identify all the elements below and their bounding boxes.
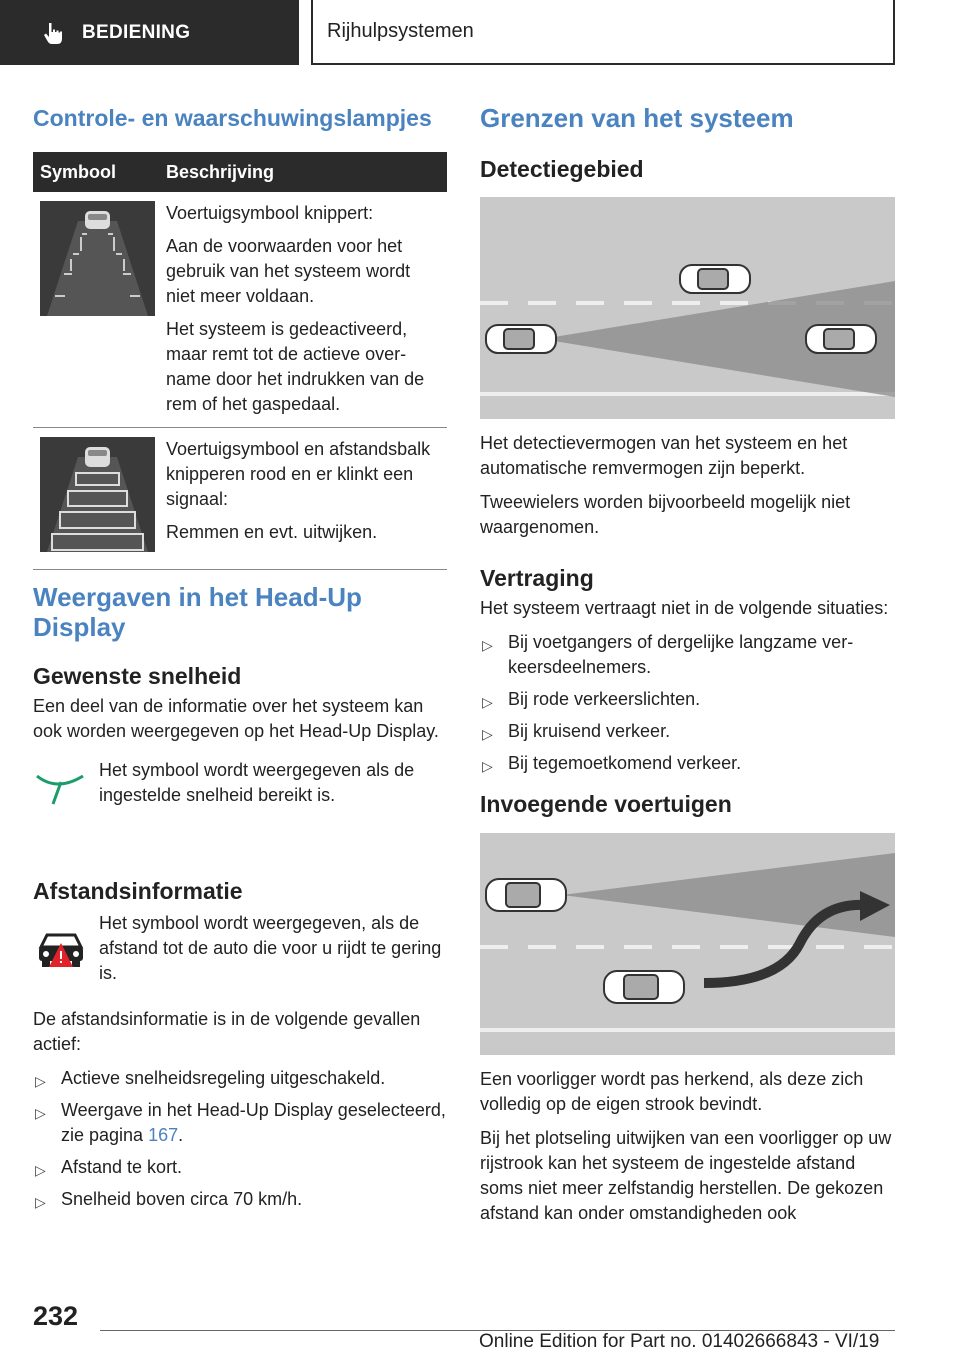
distance-icon-text: Het symbool wordt weergegeven, als de afstand tot de auto die voor u rijdt te gering is. bbox=[99, 913, 442, 983]
list-item: ▷ Bij kruisend verkeer. bbox=[480, 719, 895, 744]
distance-section bbox=[33, 877, 447, 1219]
detection-area-illustration bbox=[480, 197, 895, 419]
car-merging bbox=[604, 971, 684, 1003]
list-item: ▷ Actieve snelheidsregeling uitgeschakeld. bbox=[33, 1066, 447, 1091]
triangle-bullet-icon: ▷ bbox=[482, 758, 493, 774]
triangle-bullet-icon: ▷ bbox=[35, 1162, 46, 1178]
col-description-header: Beschrijving bbox=[159, 152, 447, 192]
row1-text-2: Aan de voorwaarden voor het gebruik van het systeem wordt niet meer voldaan. bbox=[166, 236, 411, 306]
detect-text-1: Het detectievermogen van het systeem en het automatische remvermogen zijn beperkt. bbox=[480, 433, 848, 478]
row2-text-2: Remmen en evt. uitwijken. bbox=[166, 522, 378, 542]
col-symbol-header: Symbool bbox=[33, 152, 159, 192]
header-chapter-tab bbox=[311, 0, 895, 65]
limits-heading: Grenzen van het systeem bbox=[480, 103, 794, 133]
detect-heading: Detectiegebied bbox=[480, 156, 644, 182]
left-column bbox=[33, 103, 447, 570]
vehicle-distance-bar-image bbox=[40, 437, 155, 552]
page-number: 232 bbox=[33, 1301, 79, 1331]
header-section-label: BEDIENING bbox=[82, 21, 191, 43]
triangle-bullet-icon: ▷ bbox=[482, 637, 493, 653]
vehicle-symbol-image bbox=[40, 201, 155, 316]
hand-pointer-icon bbox=[40, 20, 66, 46]
header-section-tab bbox=[0, 0, 299, 65]
speed-icon-row bbox=[33, 758, 447, 818]
speed-text: Een deel van de informatie over het systeem kan ook worden weergegeven op het Head-Up Display. bbox=[33, 696, 439, 741]
merge-text-1: Een voorligger wordt pas herkend, als deze zich volledig op de eigen strook bevindt. bbox=[480, 1069, 864, 1114]
row1-text-3: Het systeem is gedeactiveerd, maar remt tot de actieve overname door het indrukken van de rem of het gaspedaal. bbox=[166, 319, 425, 414]
merge-heading: Invoegende voertuigen bbox=[480, 791, 732, 817]
detect-text-2: Tweewielers worden bijvoorbeeld mogelijk niet waargenomen. bbox=[480, 492, 851, 537]
list-item: ▷ Bij voetgangers of dergelijke langzame verkeersdeelnemers. bbox=[482, 632, 854, 677]
decel-text: Het systeem vertraagt niet in de volgende situaties: bbox=[480, 598, 889, 618]
right-column bbox=[480, 103, 895, 1226]
decel-heading: Vertraging bbox=[480, 565, 594, 591]
lamps-table bbox=[33, 152, 447, 570]
speed-arc-icon bbox=[33, 758, 89, 818]
triangle-bullet-icon: ▷ bbox=[482, 694, 493, 710]
page-link[interactable]: 167 bbox=[148, 1125, 179, 1145]
car-own bbox=[486, 325, 556, 353]
header-chapter-label: Rijhulpsystemen bbox=[327, 20, 474, 42]
merging-vehicle-illustration bbox=[480, 833, 895, 1055]
row2-text-1: Voertuigsymbool en afstandsbalk knipperen rood en er klinkt een signaal: bbox=[166, 439, 431, 509]
list-item: ▷ Afstand te kort. bbox=[33, 1155, 447, 1180]
distance-warning-car-icon bbox=[33, 921, 89, 977]
triangle-bullet-icon: ▷ bbox=[482, 726, 493, 742]
table-row bbox=[33, 428, 447, 570]
row1-text-1: Voertuigsymbool knippert: bbox=[166, 203, 374, 223]
hud-heading: Weergaven in het Head-Up Display bbox=[33, 582, 362, 642]
table-row bbox=[33, 192, 447, 428]
hud-section bbox=[33, 582, 447, 818]
list-item: ▷ Bij tegemoetkomend verkeer. bbox=[480, 751, 895, 776]
car-own bbox=[486, 879, 566, 911]
distance-bullet-list bbox=[33, 1066, 447, 1212]
decel-bullet-list bbox=[480, 630, 895, 776]
list-item: ▷ Weergave in het Head-Up Display geselecteerd, zie pagina 167. bbox=[35, 1100, 446, 1145]
distance-heading: Afstandsinformatie bbox=[33, 878, 243, 904]
distance-text: De afstandsinformatie is in de volgende gevallen actief: bbox=[33, 1009, 421, 1054]
triangle-bullet-icon: ▷ bbox=[35, 1194, 46, 1210]
merge-text-2: Bij het plotseling uitwijken van een voorligger op uw rijstrook kan het systeem de ingestelde afstand soms niet meer zelfstandig herstellen. De gekozen afstand kan onder omstandigheden ook bbox=[480, 1128, 892, 1223]
speed-icon-text: Het symbool wordt weergegeven als de ingestelde snelheid bereikt is. bbox=[99, 760, 415, 805]
distance-icon-row bbox=[33, 911, 447, 986]
list-item: ▷ Bij rode verkeerslichten. bbox=[480, 687, 895, 712]
speed-heading: Gewenste snelheid bbox=[33, 663, 242, 689]
triangle-bullet-icon: ▷ bbox=[35, 1073, 46, 1089]
car-ahead-right bbox=[806, 325, 876, 353]
car-ahead-top bbox=[680, 265, 750, 293]
lamps-heading: Controle- en waarschuwingslampjes bbox=[33, 105, 432, 131]
edition-text: Online Edition for Part no. 01402666843 - VI/19 bbox=[479, 1331, 880, 1352]
triangle-bullet-icon: ▷ bbox=[35, 1105, 46, 1121]
list-item: ▷ Snelheid boven circa 70 km/h. bbox=[33, 1187, 447, 1212]
